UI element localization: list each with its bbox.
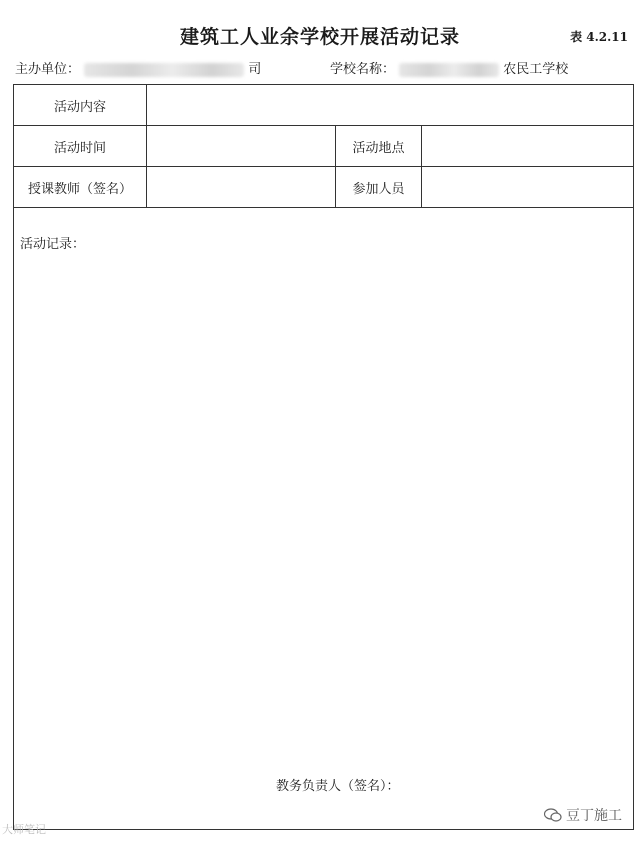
activity-content-field[interactable] (147, 85, 633, 125)
watermark-right-text: 豆丁施工 (566, 808, 622, 824)
director-sign-label: 教务负责人（签名）： (276, 779, 400, 794)
teacher-sign-label: 授课教师（签名） (14, 167, 147, 207)
activity-place-field[interactable] (422, 126, 633, 166)
school-name-label: 学校名称： (330, 62, 396, 77)
activity-time-label: 活动时间 (14, 126, 147, 166)
redacted-school-name (399, 63, 499, 77)
school-name-line (330, 58, 568, 77)
host-unit-value-suffix: 司 (248, 62, 262, 77)
activity-content-label: 活动内容 (14, 85, 147, 125)
activity-record-form (13, 84, 634, 830)
activity-place-label: 活动地点 (336, 126, 422, 166)
document-title: 建筑工人业余学校开展活动记录 (179, 26, 460, 48)
redacted-host-name (84, 63, 244, 77)
watermark-right (544, 805, 622, 825)
school-name-value-suffix: 农民工学校 (503, 62, 569, 77)
activity-record-label: 活动记录： (20, 237, 86, 252)
row-time-place (14, 126, 633, 167)
watermark-left: 大师笔记 (2, 823, 46, 836)
activity-time-field[interactable] (147, 126, 336, 166)
table-number: 表 4.2.11 (570, 30, 628, 44)
wechat-icon (544, 808, 562, 822)
host-unit-line (15, 58, 261, 77)
participants-field[interactable] (422, 167, 633, 207)
row-activity-content (14, 85, 633, 126)
participants-label: 参加人员 (336, 167, 422, 207)
row-teacher-participants (14, 167, 633, 208)
host-unit-label: 主办单位： (15, 62, 81, 77)
teacher-sign-field[interactable] (147, 167, 336, 207)
